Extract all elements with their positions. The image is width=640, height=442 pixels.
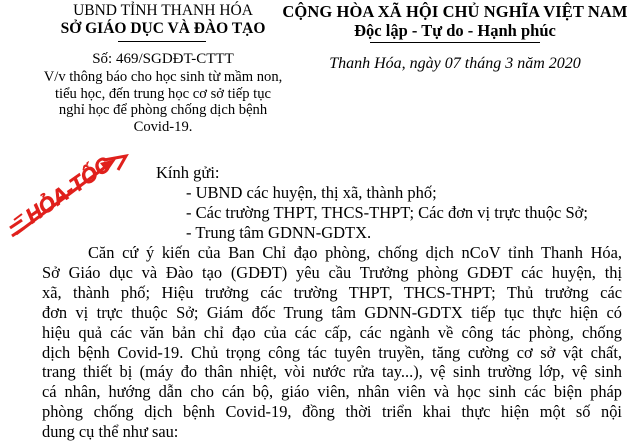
national-title: CỘNG HÒA XÃ HỘI CHỦ NGHĨA VIỆT NAM bbox=[282, 2, 628, 21]
body-line: trang thiết bị (máy đo thân nhiệt, vòi nước rửa tay...), vệ sinh trường lớp, vệ sinh bbox=[42, 362, 622, 382]
recipient-list bbox=[186, 183, 588, 243]
issuer-underline bbox=[118, 41, 206, 42]
body-line: cá nhân, hướng dẫn cho cán bộ, giáo viên, nhân viên và học sinh các biện pháp bbox=[42, 382, 622, 402]
motto-underline bbox=[370, 42, 540, 43]
body-paragraph bbox=[42, 243, 622, 442]
body-line: hiệu quả các văn bản chỉ đạo của các cấp, các ngành về công tác phòng, chống bbox=[42, 322, 622, 342]
recipient-item: - UBND các huyện, thị xã, thành phố; bbox=[186, 183, 437, 202]
issuer-block bbox=[38, 2, 288, 135]
issuing-authority: UBND TỈNH THANH HÓA bbox=[73, 2, 253, 19]
body-line: Sở Giáo dục và Đào tạo (GDĐT) yêu cầu Trưởng phòng GDĐT các huyện, thị bbox=[42, 262, 622, 282]
body-line: Căn cứ ý kiến của Ban Chỉ đạo phòng, chống dịch nCoV tỉnh Thanh Hóa, bbox=[88, 243, 622, 262]
recipient-item: - Các trường THPT, THCS-THPT; Các đơn vị trực thuộc Sở; bbox=[186, 203, 588, 222]
greeting: Kính gửi: bbox=[156, 163, 220, 182]
subject-line: nghỉ học để phòng chống dịch bệnh bbox=[58, 102, 268, 118]
national-motto: Độc lập - Tự do - Hạnh phúc bbox=[354, 21, 556, 40]
document-subject bbox=[38, 69, 288, 135]
body-line: phòng chống dịch bệnh Covid-19, đồng thời triển khai thực hiện một số nội bbox=[42, 402, 622, 422]
body-line: dịch bệnh Covid-19. Chủ trọng công tác tuyên truyền, tăng cường cơ sở vật chất, bbox=[42, 342, 622, 362]
urgent-stamp-text: HỎA-TỐC bbox=[21, 153, 116, 229]
national-header-block bbox=[280, 2, 630, 72]
subject-line: Covid-19. bbox=[133, 118, 193, 135]
subject-line: V/v thông báo cho học sinh từ mầm non, bbox=[43, 69, 283, 85]
issuing-department: SỞ GIÁO DỤC VÀ ĐÀO TẠO bbox=[60, 20, 266, 37]
place-date: Thanh Hóa, ngày 07 tháng 3 năm 2020 bbox=[329, 55, 581, 72]
document-number: Số: 469/SGDĐT-CTTT bbox=[92, 51, 234, 67]
body-line: đơn vị trực thuộc Sở; Giám đốc Trung tâm GDNN-GDTX tiếp tục thực hiện có bbox=[42, 302, 622, 322]
body-line: dung cụ thể như sau: bbox=[42, 422, 179, 442]
urgent-stamp bbox=[8, 148, 148, 238]
subject-line: tiểu học, đến trung học cơ sở tiếp tục bbox=[54, 85, 272, 102]
recipient-item: - Trung tâm GDNN-GDTX. bbox=[186, 223, 372, 242]
body-line: xã, thành phố; Hiệu trưởng các trường THPT, THCS-THPT; Thủ trưởng các bbox=[42, 282, 622, 302]
